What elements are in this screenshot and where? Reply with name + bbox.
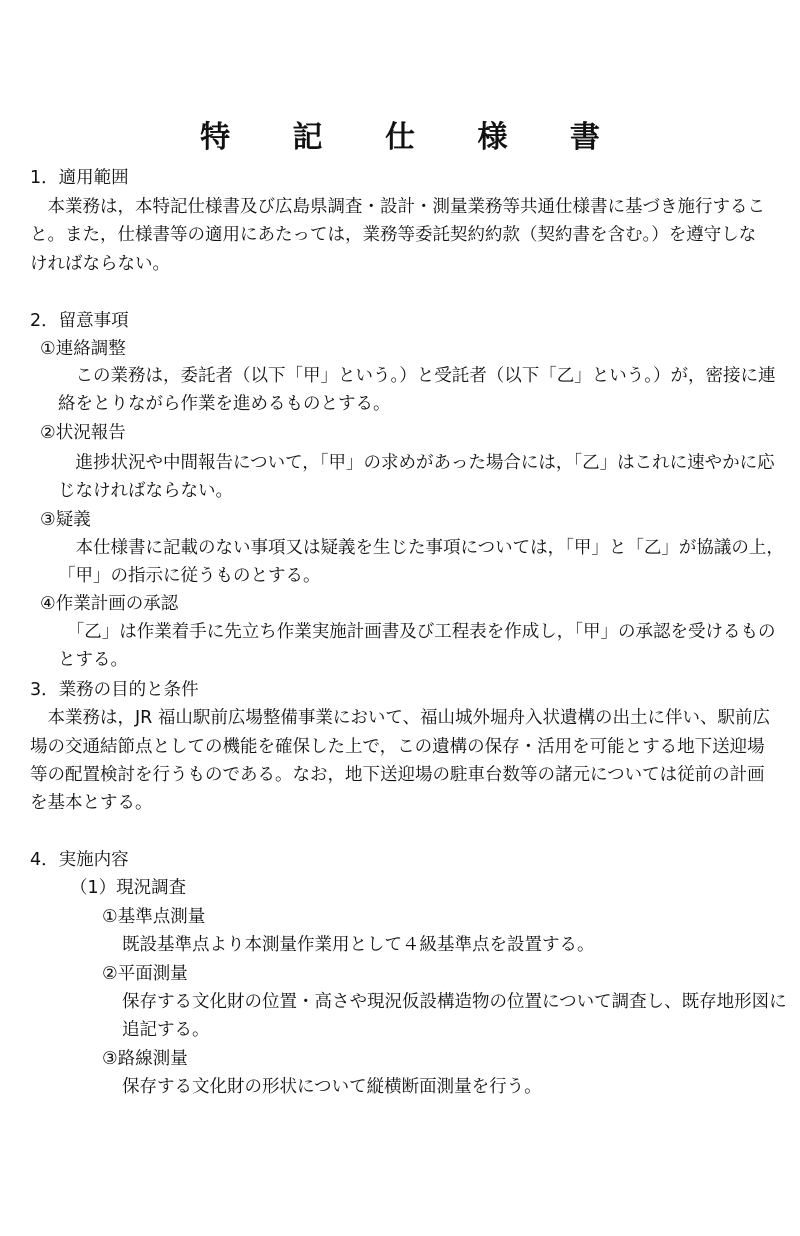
item-line: 追記する。: [122, 1020, 210, 1040]
section-2-heading: 2．留意事項: [30, 311, 129, 331]
item-line: 「甲」の指示に従うものとする。: [58, 566, 321, 586]
section-1-heading: 1．適用範囲: [30, 168, 129, 188]
section-3-heading: 3．業務の目的と条件: [30, 680, 199, 700]
subsection-heading: （1）現況調査: [70, 878, 187, 898]
section-3-line: 等の配置検討を行うものである。なお，地下送迎場の駐車台数等の諸元については従前の計画: [30, 765, 765, 785]
item-line: じなければならない。: [58, 481, 233, 501]
item-line: 保存する文化財の形状について縦横断面測量を行う。: [122, 1077, 542, 1097]
item-line: 既設基準点より本測量作業用として４級基準点を設置する。: [122, 935, 595, 955]
section-3-line: を基本とする。: [30, 793, 153, 813]
item-label: ②平面測量: [102, 964, 188, 984]
section-3-line: 場の交通結節点としての機能を確保した上で，この遺構の保存・活用を可能とする地下送迎場: [30, 737, 765, 757]
section-4-heading: 4．実施内容: [30, 850, 129, 870]
item-line: とする。: [58, 650, 128, 670]
item-line: この業務は，委託者（以下「甲」という。）と受託者（以下「乙」という。）が，密接に連: [58, 366, 776, 386]
item-label: ③路線測量: [102, 1049, 188, 1069]
item-line: 進捗状況や中間報告について，「甲」の求めがあった場合には，「乙」はこれに速やかに応: [58, 453, 775, 473]
item-label: ②状況報告: [40, 423, 126, 443]
item-line: 「乙」は作業着手に先立ち作業実施計画書及び工程表を作成し，「甲」の承認を受けるもの: [58, 622, 776, 642]
item-label: ①連絡調整: [40, 339, 126, 359]
item-line: 保存する文化財の位置・高さや現況仮設構造物の位置について調査し、既存地形図に: [122, 992, 787, 1012]
item-line: 本仕様書に記載のない事項又は疑義を生じた事項については，「甲」と「乙」が協議の上，: [58, 538, 784, 558]
item-label: ④作業計画の承認: [40, 594, 179, 614]
section-1-line: ければならない。: [30, 254, 170, 274]
document-title: 特 記 仕 様 書: [200, 120, 626, 155]
item-line: 絡をとりながら作業を進めるものとする。: [58, 394, 391, 414]
item-label: ①基準点測量: [102, 907, 206, 927]
section-3-line: 本業務は，JR 福山駅前広場整備事業において、福山城外堀舟入状遺構の出土に伴い、駅前広: [30, 708, 771, 728]
section-1-line: 本業務は，本特記仕様書及び広島県調査・設計・測量業務等共通仕様書に基づき施行するこ: [30, 197, 765, 217]
section-1-line: と。また，仕様書等の適用にあたっては，業務等委託契約約款（契約書を含む。）を遵守しな: [30, 225, 757, 245]
item-label: ③疑義: [40, 510, 91, 530]
